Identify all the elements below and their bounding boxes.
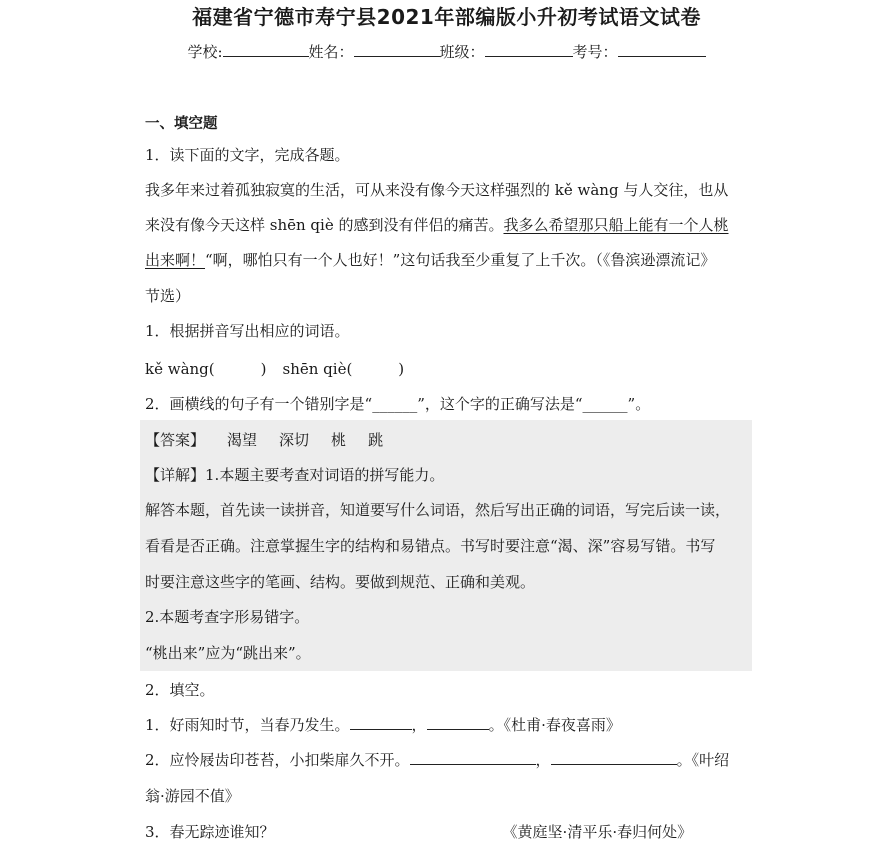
answer-word-1: 渴望 <box>227 431 258 449</box>
class-label: 班级： <box>439 43 485 61</box>
detail-line-3: 看看是否正确。注意掌握生字的结构和易错点。书写时要注意“渴、深”容易写错。书写 <box>145 537 716 555</box>
section-heading: 一、填空题 <box>145 116 218 132</box>
passage-line-2 <box>145 215 729 235</box>
name-label: 姓名： <box>308 43 354 61</box>
fill-item-1-text: 1．好雨知时节，当春乃发生。 <box>145 716 350 734</box>
fill-item-2-blank-2[interactable] <box>551 752 677 765</box>
detail-text-1: 1.本题主要考查对词语的拼写能力。 <box>205 466 445 484</box>
number-field[interactable] <box>618 42 706 57</box>
student-info-line <box>0 42 893 62</box>
passage-line-4: 节选） <box>145 287 191 305</box>
passage-line-3-plain: “啊，哪怕只有一个人也好！”这句话我至少重复了上千次。（《鲁滨逊漂流记》 <box>205 251 716 269</box>
fill-item-3-text: 3．春无踪迹谁知？ <box>145 823 275 841</box>
pinyin-line <box>145 359 404 379</box>
fill-item-1-blank-1[interactable] <box>350 717 412 730</box>
answer-word-3: 桃 <box>331 431 347 449</box>
answer-label: 【答案】 <box>145 431 206 449</box>
fill-item-2-blank-1[interactable] <box>410 752 536 765</box>
fill-item-3-end: 《黄庭坚·清平乐·春归何处》 <box>502 823 693 841</box>
question-2-prompt: 2．填空。 <box>145 681 215 699</box>
number-label: 考号： <box>572 43 618 61</box>
class-field[interactable] <box>485 42 573 57</box>
fill-item-2-sep: ， <box>535 751 551 769</box>
underlined-sentence-part2: 出来啊！ <box>145 251 206 269</box>
detail-line-2: 解答本题，首先读一读拼音，知道要写什么词语，然后写出正确的词语，写完后读一读， <box>145 501 731 519</box>
pinyin-1: kě wàng( <box>145 360 215 378</box>
answer-word-2: 深切 <box>279 431 310 449</box>
school-field[interactable] <box>223 42 309 57</box>
underlined-sentence-part1: 我多么希望那只船上能有一个人桃 <box>503 216 729 234</box>
school-label: 学校: <box>187 43 223 61</box>
pinyin-1-close: ) <box>260 360 267 378</box>
detail-line-6: “桃出来”应为“跳出来”。 <box>145 644 311 662</box>
passage-line-1: 我多年来过着孤独寂寞的生活，可从来没有像今天这样强烈的 kě wàng 与人交往，也从 <box>145 181 729 199</box>
sub-question-2: 2．画横线的句子有一个错别字是“______”，这个字的正确写法是“______”。 <box>145 395 651 413</box>
fill-item-2 <box>145 750 729 770</box>
fill-item-3 <box>145 822 692 842</box>
fill-item-1-sep: ， <box>411 716 427 734</box>
name-field[interactable] <box>354 42 440 57</box>
fill-item-2-line-2: 翁·游园不值》 <box>145 787 240 805</box>
question-1-prompt: 1．读下面的文字，完成各题。 <box>145 146 350 164</box>
fill-item-2-end: 。《叶绍 <box>676 751 730 769</box>
fill-item-1-blank-2[interactable] <box>427 717 489 730</box>
fill-item-2-text: 2．应怜屐齿印苍苔，小扣柴扉久不开。 <box>145 751 410 769</box>
answer-word-4: 跳 <box>368 431 384 449</box>
detail-line-1 <box>145 465 444 485</box>
passage-line-2-plain: 来没有像今天这样 shēn qiè 的感到没有伴侣的痛苦。 <box>145 216 504 234</box>
fill-item-1 <box>145 715 621 735</box>
answer-line <box>145 430 383 450</box>
pinyin-2-close: ) <box>398 360 405 378</box>
passage-line-3 <box>145 250 715 270</box>
fill-item-1-end: 。《杜甫·春夜喜雨》 <box>488 716 621 734</box>
page-title: 福建省宁德市寿宁县2021年部编版小升初考试语文试卷 <box>192 5 701 29</box>
detail-line-5: 2.本题考查字形易错字。 <box>145 608 310 626</box>
detail-line-4: 时要注意这些字的笔画、结构。要做到规范、正确和美观。 <box>145 573 536 591</box>
pinyin-2: shēn qiè( <box>282 360 353 378</box>
detail-label: 【详解】 <box>145 466 206 484</box>
sub-question-1: 1．根据拼音写出相应的词语。 <box>145 322 350 340</box>
